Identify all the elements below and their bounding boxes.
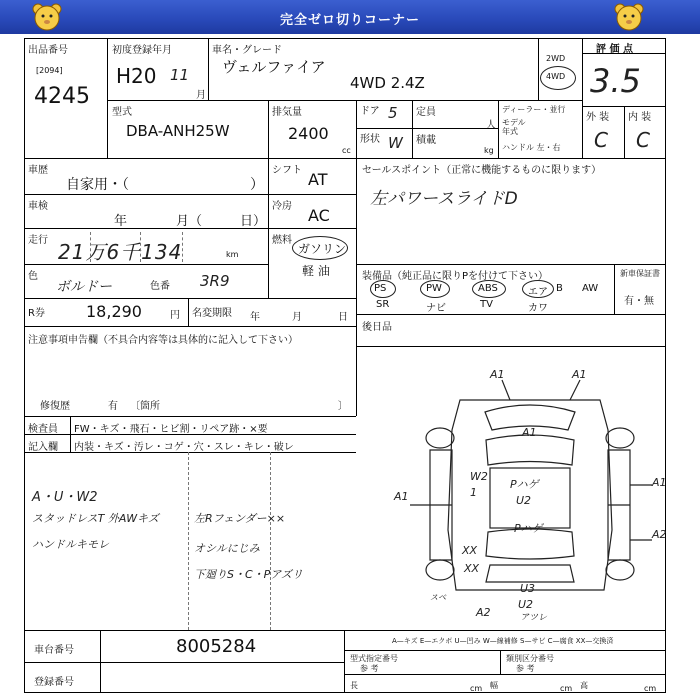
- equip-aw: AW: [582, 283, 599, 294]
- damage-mark: A1: [490, 368, 505, 381]
- divider: [356, 314, 666, 315]
- divider: [24, 298, 356, 299]
- divider: [208, 38, 209, 100]
- equip-sr: SR: [376, 299, 390, 310]
- ac-label: 冷房: [272, 201, 292, 212]
- registration-era: H20: [116, 64, 157, 88]
- history-value: 自家用・（: [66, 177, 129, 193]
- inspector-note-left-3: ハンドルキモレ: [32, 538, 109, 551]
- exterior-check-row: FW・キズ・飛石・ヒビ割・リペア跡・×要: [74, 424, 268, 435]
- divider: [344, 650, 666, 651]
- inspector-note-right-3: 下廻りS・C・Pアズリ: [194, 568, 303, 581]
- interior-label: 内 装: [628, 112, 652, 123]
- damage-mark: スベ: [430, 593, 446, 602]
- dealer-label: ディーラー・並行: [502, 105, 566, 114]
- equip-ps: PS: [374, 283, 387, 294]
- first-registration-label: 初度登録年月: [112, 45, 172, 56]
- divider: [24, 326, 356, 327]
- lot-label: 出品番号: [28, 45, 68, 56]
- divider: [344, 674, 666, 675]
- after-items-label: 後日品: [362, 322, 392, 333]
- fuel-value: ガソリン: [298, 242, 347, 256]
- inspector-label-2: 記入欄: [28, 442, 58, 453]
- divider: [188, 452, 189, 630]
- divider: [498, 100, 499, 158]
- inspection-label: 車検: [28, 201, 48, 212]
- divider: [614, 264, 615, 314]
- model-grade: 4WD 2.4Z: [350, 74, 425, 92]
- divider: [356, 264, 666, 265]
- damage-mark: U2: [516, 494, 532, 507]
- mileage-label: 走行: [28, 235, 48, 246]
- inspection-year: 年: [114, 214, 128, 229]
- capacity-unit: 人: [486, 120, 496, 131]
- divider: [107, 100, 582, 101]
- owner-change-label: 名変期限: [192, 308, 232, 319]
- divider: [624, 106, 625, 158]
- divider: [188, 298, 189, 326]
- drive-4wd: 4WD: [546, 72, 566, 81]
- damage-mark: U2: [518, 598, 534, 611]
- color-number-label: 色番: [150, 281, 170, 292]
- lot-small-number: [2094]: [36, 66, 63, 75]
- interior-grade: C: [636, 128, 650, 152]
- divider: [582, 38, 583, 158]
- rear-left-wheel: [426, 560, 454, 580]
- car-damage-diagram: [390, 360, 670, 620]
- divider: [24, 194, 356, 195]
- lot-number: 4245: [34, 84, 90, 109]
- equip-abs: ABS: [478, 283, 498, 294]
- model-label: 車名・グレード: [212, 45, 282, 56]
- fuel-label: 燃料: [272, 235, 292, 246]
- repair-place: 〔箇所: [130, 401, 160, 412]
- warranty-value: 有・無: [624, 296, 654, 307]
- damage-mark: Pハゲ: [514, 522, 543, 535]
- doors-label: ドア: [360, 106, 380, 117]
- rear-right-wheel: [606, 560, 634, 580]
- damage-mark: W2: [470, 470, 488, 483]
- divider: [538, 38, 539, 100]
- divider: [268, 100, 269, 158]
- type-label: 型式: [112, 107, 132, 118]
- damage-legend: A—キズ E—エクボ U—凹み W—線補修 S—サビ C—腐食 XX—交換済: [392, 637, 614, 645]
- divider: [100, 630, 101, 693]
- width-label: 幅: [490, 681, 498, 690]
- sales-point-label: セールスポイント（正常に機能するものに限ります）: [362, 165, 602, 176]
- height-unit: cm: [644, 684, 657, 693]
- divider: [356, 158, 357, 416]
- ac-value: AC: [308, 206, 330, 225]
- length-unit: cm: [470, 684, 483, 693]
- damage-mark: Pハゲ: [510, 478, 539, 491]
- owner-month: 月: [292, 312, 302, 323]
- month-unit: 月: [196, 90, 206, 101]
- displacement-label: 排気量: [272, 107, 302, 118]
- exterior-label: 外 装: [586, 112, 610, 123]
- type-cert-label: 型式指定番号: [350, 654, 398, 663]
- divider: [24, 158, 666, 159]
- windshield-outline: [486, 435, 574, 465]
- inspector-note-right-2: オシルにじみ: [194, 542, 260, 555]
- length-label: 長: [350, 681, 358, 690]
- inspector-note-left-2: スタッドレスT 外AWキズ: [32, 512, 159, 525]
- damage-mark: U3: [520, 582, 536, 595]
- divider: [107, 38, 108, 158]
- inspector-label: 検査員: [28, 424, 58, 435]
- bear-mascot-icon: [612, 2, 646, 32]
- divider: [70, 416, 71, 452]
- notes-label: 注意事項申告欄（不具合内容等は具体的に記入して下さい）: [28, 335, 298, 346]
- handle-label: ハンドル 左・右: [502, 143, 561, 152]
- color-label: 色: [28, 271, 38, 282]
- type-value: DBA-ANH25W: [126, 122, 230, 140]
- divider: [270, 452, 271, 630]
- damage-mark: A1: [522, 426, 537, 439]
- doors-value: 5: [388, 104, 398, 122]
- damage-mark: A2: [476, 606, 491, 619]
- shift-label: シフト: [272, 165, 302, 176]
- divider: [182, 232, 183, 262]
- damage-mark: XX: [462, 544, 478, 557]
- capacity-label: 定員: [416, 107, 436, 118]
- class-number-sub: 参 考: [516, 664, 535, 673]
- shape-label: 形状: [360, 134, 380, 145]
- front-right-wheel: [606, 428, 634, 448]
- divider: [356, 128, 498, 129]
- drive-2wd: 2WD: [546, 54, 566, 63]
- divider: [500, 650, 501, 674]
- divider: [140, 232, 141, 262]
- damage-mark: A1: [652, 476, 667, 489]
- divider: [90, 232, 91, 262]
- chassis-number-label: 車台番号: [34, 645, 74, 656]
- front-left-wheel: [426, 428, 454, 448]
- chassis-number-value: 8005284: [176, 636, 257, 657]
- divider: [356, 100, 357, 158]
- inspector-note-right-1: 左Rフェンダー××: [194, 512, 286, 525]
- mileage-value: 21万6千134: [58, 240, 183, 264]
- repair-close: 〕: [338, 401, 348, 412]
- recycle-label: R券: [28, 308, 45, 319]
- rating-value: 3.5: [590, 62, 641, 100]
- owner-day: 日: [338, 312, 348, 323]
- tailgate-outline: [486, 565, 574, 582]
- height-label: 高: [580, 681, 588, 690]
- equip-b: B: [556, 283, 563, 294]
- equip-leather: カワ: [528, 303, 548, 314]
- fuel-alternative: 軽 油: [302, 264, 330, 278]
- divider: [24, 662, 344, 663]
- recycle-unit: 円: [170, 310, 180, 321]
- history-label: 車歴: [28, 165, 48, 176]
- type-cert-sub: 参 考: [360, 664, 379, 673]
- mileage-unit: km: [226, 250, 239, 259]
- divider: [24, 416, 356, 417]
- color-value: ボルドー: [56, 279, 112, 295]
- width-unit: cm: [560, 684, 573, 693]
- damage-mark: 1: [470, 486, 477, 499]
- header-banner: [0, 0, 700, 34]
- divider: [344, 630, 345, 693]
- divider: [412, 100, 413, 158]
- rating-label: 評 価 点: [596, 44, 633, 55]
- interior-check-row: 内装・キズ・汚レ・コゲ・穴・スレ・キレ・破レ: [74, 442, 294, 453]
- divider: [356, 346, 666, 347]
- equip-navi: ナビ: [426, 303, 446, 314]
- exterior-grade: C: [594, 128, 608, 152]
- damage-mark: A1: [394, 490, 409, 503]
- damage-mark: XX: [464, 562, 480, 575]
- banner-title: 完全ゼロ切りコーナー: [279, 13, 420, 28]
- damage-mark: A1: [572, 368, 587, 381]
- color-number-value: 3R9: [200, 272, 230, 290]
- damage-mark: A2: [652, 528, 667, 541]
- displacement-value: 2400: [288, 124, 329, 143]
- registration-month: 11: [170, 66, 190, 84]
- inspection-day: 日）: [240, 214, 267, 229]
- inspection-month: 月（: [176, 214, 203, 229]
- repair-history-label: 修復歴: [40, 401, 70, 412]
- shape-value: W: [388, 134, 403, 152]
- damage-mark: アツレ: [520, 613, 548, 620]
- recycle-value: 18,290: [86, 302, 142, 321]
- owner-year: 年: [250, 312, 260, 323]
- class-number-label: 類別区分番号: [506, 654, 554, 663]
- model-year-label: モデル 年式: [502, 118, 526, 136]
- model-name: ヴェルファイア: [222, 58, 326, 76]
- repair-history-value: 有: [108, 401, 118, 412]
- shift-value: AT: [308, 170, 328, 189]
- registration-number-label: 登録番号: [34, 677, 74, 688]
- equipment-label: 装備品（純正品に限りPを付けて下さい）: [362, 271, 549, 282]
- displacement-unit: cc: [342, 146, 351, 155]
- equip-pw: PW: [426, 283, 442, 294]
- load-label: 積載: [416, 135, 436, 146]
- inspector-note-left-1: A・U・W2: [32, 490, 98, 505]
- load-unit: kg: [484, 146, 494, 155]
- divider: [24, 630, 666, 631]
- sales-point-value: 左パワースライドD: [370, 189, 518, 209]
- history-close: ）: [250, 177, 264, 193]
- equip-aircon: エア: [528, 287, 548, 298]
- warranty-label: 新車保証書: [620, 269, 660, 278]
- equip-tv: TV: [480, 299, 493, 310]
